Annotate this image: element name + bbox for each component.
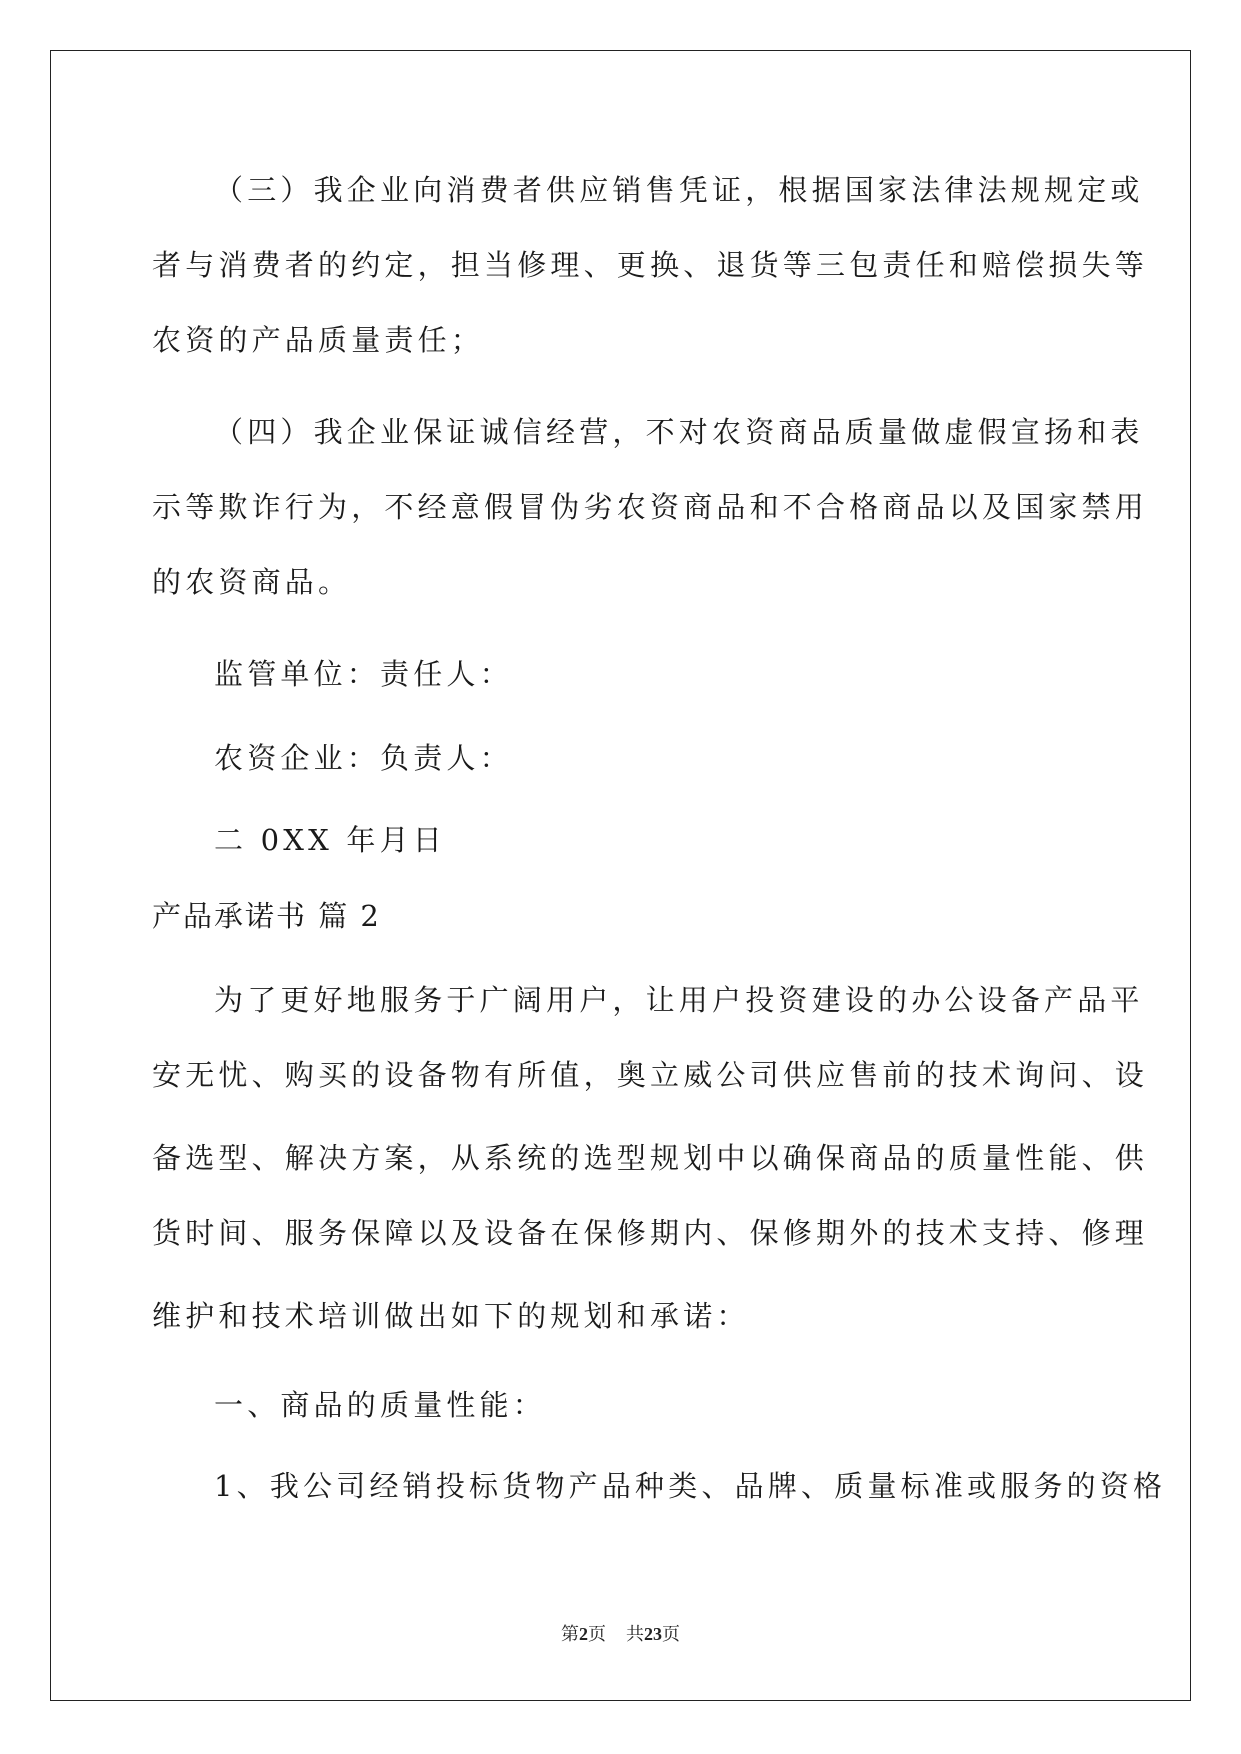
- page-prefix: 第: [561, 1624, 579, 1644]
- paragraph-line: 货时间、服务保障以及设备在保修期内、保修期外的技术支持、修理: [152, 1216, 1149, 1250]
- date-line: 二 0XX 年月日: [214, 823, 446, 857]
- page-border: [50, 50, 1191, 1701]
- paragraph-line: 安无忧、购买的设备物有所值，奥立威公司供应售前的技术询问、设: [152, 1058, 1149, 1092]
- subsection-heading: 一、商品的质量性能：: [214, 1388, 547, 1422]
- page-total: 23: [644, 1624, 662, 1644]
- paragraph-line: 示等欺诈行为，不经意假冒伪劣农资商品和不合格商品以及国家禁用: [152, 490, 1149, 524]
- paragraph-line: 者与消费者的约定，担当修理、更换、退货等三包责任和赔偿损失等: [152, 248, 1149, 282]
- paragraph-line: 农资的产品质量责任；: [152, 323, 485, 357]
- paragraph-line: 的农资商品。: [152, 565, 352, 599]
- page-current: 2: [579, 1624, 588, 1644]
- paragraph-line: 1、我公司经销投标货物产品种类、品牌、质量标准或服务的资格: [214, 1469, 1167, 1503]
- total-prefix: 共: [626, 1624, 644, 1644]
- signature-line-enterprise: 农资企业：负责人：: [214, 741, 513, 775]
- total-suffix: 页: [662, 1624, 680, 1644]
- page-footer: [0, 1620, 1241, 1646]
- section-heading: 产品承诺书 篇 2: [152, 899, 381, 933]
- paragraph-line: 备选型、解决方案，从系统的选型规划中以确保商品的质量性能、供: [152, 1141, 1149, 1175]
- paragraph-line: 维护和技术培训做出如下的规划和承诺：: [152, 1299, 750, 1333]
- paragraph-line: 为了更好地服务于广阔用户，让用户投资建设的办公设备产品平: [214, 983, 1144, 1017]
- paragraph-line: （三）我企业向消费者供应销售凭证，根据国家法律法规规定或: [214, 173, 1144, 207]
- signature-line-supervisor: 监管单位：责任人：: [214, 657, 513, 691]
- paragraph-line: （四）我企业保证诚信经营，不对农资商品质量做虚假宣扬和表: [214, 415, 1144, 449]
- page-suffix: 页: [588, 1624, 606, 1644]
